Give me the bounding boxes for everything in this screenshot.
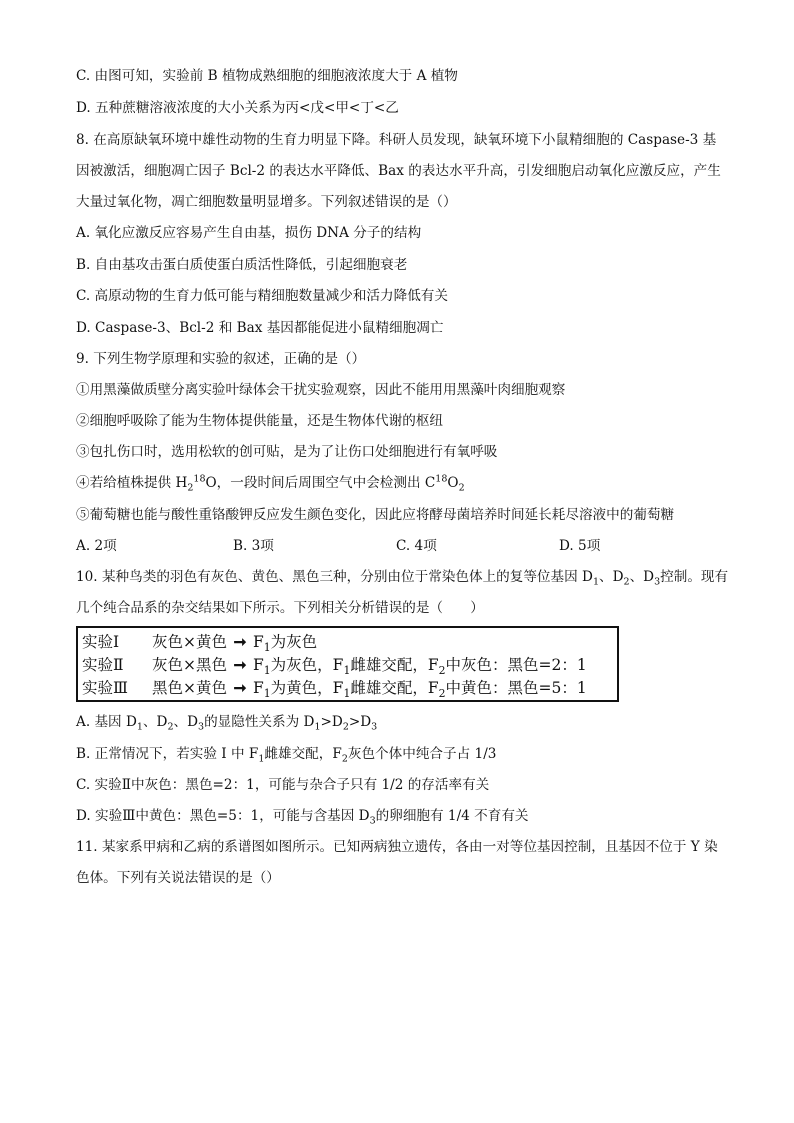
arrow-icon: ➞ bbox=[233, 655, 247, 674]
q10-stem-line1: 10. 某种鸟类的羽色有灰色、黄色、黑色三种，分别由位于常染色体上的复等位基因 $D_1$、$D_2$、$D_3$控制。现有 bbox=[76, 569, 729, 588]
q8-option-a: A. 氧化应激反应容易产生自由基，损伤 DNA 分子的结构 bbox=[76, 225, 422, 241]
q10-option-d: D. 实验Ⅲ中黄色：黑色=5：1，可能与含基因 $D_3$的卵细胞有 1/4 不育有关 bbox=[76, 808, 529, 827]
q9-option-a: A. 2项 bbox=[76, 538, 117, 554]
q9-stem: 9. 下列生物学原理和实验的叙述，正确的是（） bbox=[76, 351, 366, 367]
q8-option-b: B. 自由基攻击蛋白质使蛋白质活性降低，引起细胞衰老 bbox=[76, 257, 408, 273]
q8-option-c: C. 高原动物的生育力低可能与精细胞数量减少和活力降低有关 bbox=[76, 288, 448, 304]
q9-statement-1: ①用黑藻做质壁分离实验叶绿体会干扰实验观察，因此不能用用黑藻叶肉细胞观察 bbox=[76, 382, 566, 398]
q9-statement-4: ④若给植株提供 $H_2^{18}O$，一段时间后周围空气中会检测出 $C^{18}O_2$ bbox=[76, 473, 465, 494]
q8-stem-line3: 大量过氧化物，凋亡细胞数量明显增多。下列叙述错误的是（） bbox=[76, 194, 457, 210]
experiment-row-3: 实验Ⅲ 黑色×黄色 ➞ $F_1$为黄色，$F_1$雌雄交配，$F_2$中黄色：黑色=5：1 bbox=[82, 678, 587, 701]
q10-option-b: B. 正常情况下，若实验 I 中 $F_1$雌雄交配，$F_2$灰色个体中纯合子占 1/3 bbox=[76, 746, 497, 765]
q8-stem-line2: 因被激活，细胞凋亡因子 Bcl-2 的表达水平降低、Bax 的表达水平升高，引发细胞启动氧化应激反应，产生 bbox=[76, 163, 721, 179]
option-c-prev: C. 由图可知，实验前 B 植物成熟细胞的细胞液浓度大于 A 植物 bbox=[76, 68, 458, 84]
q9-statement-5: ⑤葡萄糖也能与酸性重铬酸钾反应发生颜色变化，因此应将酵母菌培养时间延长耗尽溶液中的葡萄糖 bbox=[76, 507, 675, 523]
q11-stem-line2: 色体。下列有关说法错误的是（） bbox=[76, 870, 280, 886]
arrow-icon: ➞ bbox=[233, 678, 247, 697]
q10-option-c: C. 实验Ⅱ中灰色：黑色=2：1，可能与杂合子只有 1/2 的存活率有关 bbox=[76, 777, 490, 793]
q10-stem-line2: 几个纯合品系的杂交结果如下所示。下列相关分析错误的是（ ） bbox=[76, 600, 484, 616]
q10-option-a: A. 基因 $D_1$、$D_2$、$D_3$的显隐性关系为 $D_1>D_2>D_3$ bbox=[76, 714, 378, 733]
q11-stem-line1: 11. 某家系甲病和乙病的系谱图如图所示。已知两病独立遗传，各由一对等位基因控制，且基因不位于 Y 染 bbox=[76, 839, 718, 855]
arrow-icon: ➞ bbox=[233, 632, 247, 651]
q8-stem-line1: 8. 在高原缺氧环境中雄性动物的生育力明显下降。科研人员发现，缺氧环境下小鼠精细胞的 Caspase-3 基 bbox=[76, 132, 717, 148]
experiment-row-2: 实验Ⅱ 灰色×黑色 ➞ $F_1$为灰色，$F_1$雌雄交配，$F_2$中灰色：黑色=2：1 bbox=[82, 655, 587, 678]
option-d-prev: D. 五种蔗糖溶液浓度的大小关系为丙<戊<甲<丁<乙 bbox=[76, 100, 399, 116]
experiment-row-1: 实验Ⅰ 灰色×黄色 ➞ $F_1$为灰色 bbox=[82, 632, 318, 655]
q9-statement-2: ②细胞呼吸除了能为生物体提供能量，还是生物体代谢的枢纽 bbox=[76, 413, 444, 429]
q8-option-d: D. Caspase-3、Bcl-2 和 Bax 基因都能促进小鼠精细胞凋亡 bbox=[76, 320, 444, 336]
q9-option-c: C. 4项 bbox=[396, 538, 437, 554]
q9-option-b: B. 3项 bbox=[233, 538, 274, 554]
q9-option-d: D. 5项 bbox=[559, 538, 601, 554]
q9-statement-3: ③包扎伤口时，选用松软的创可贴，是为了让伤口处细胞进行有氧呼吸 bbox=[76, 444, 498, 460]
experiment-table bbox=[76, 626, 619, 702]
